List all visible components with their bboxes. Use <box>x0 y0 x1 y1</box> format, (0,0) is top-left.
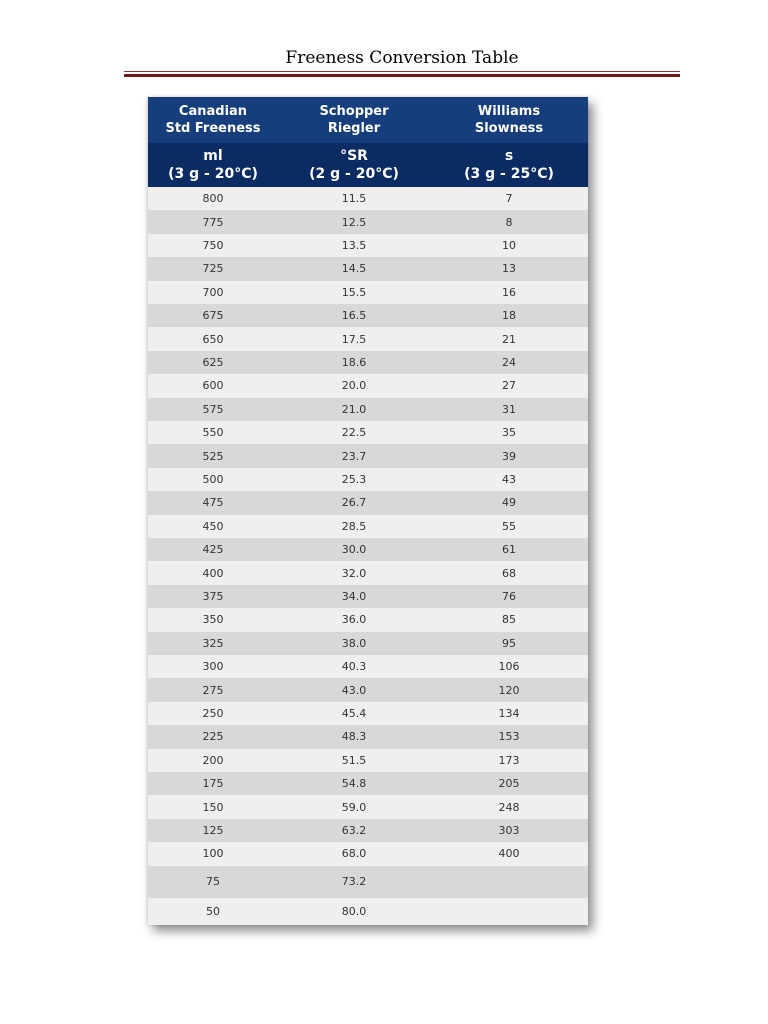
cell-schopper-riegler: 51.5 <box>341 753 367 767</box>
table-row <box>148 702 588 725</box>
cell-schopper-riegler: 48.3 <box>341 730 367 744</box>
cell-williams-slowness: 31 <box>502 402 516 416</box>
cell-csf-ml: 250 <box>202 706 224 720</box>
table-row <box>148 234 588 257</box>
cell-csf-ml: 75 <box>206 875 220 889</box>
title-rule-thick <box>124 74 680 77</box>
cell-schopper-riegler: 25.3 <box>341 472 367 486</box>
unit-text: °SR <box>340 148 368 164</box>
cell-csf-ml: 550 <box>202 426 224 440</box>
table-row <box>148 842 588 865</box>
cell-williams-slowness: 39 <box>502 449 516 463</box>
table-row <box>148 608 588 631</box>
cell-csf-ml: 675 <box>202 309 224 323</box>
table-row <box>148 444 588 467</box>
cell-schopper-riegler: 73.2 <box>341 875 367 889</box>
cell-csf-ml: 650 <box>202 332 224 346</box>
cell-schopper-riegler: 30.0 <box>341 543 367 557</box>
cell-schopper-riegler: 11.5 <box>341 192 367 206</box>
cell-csf-ml: 150 <box>202 800 224 814</box>
unit-text: ml <box>203 148 223 164</box>
cell-williams-slowness <box>430 898 588 925</box>
cell-csf-ml: 575 <box>202 402 224 416</box>
header-canadian-std-freeness <box>148 97 278 143</box>
cell-schopper-riegler: 15.5 <box>341 285 367 299</box>
header-text: Std Freeness <box>165 121 261 136</box>
cell-csf-ml: 600 <box>202 379 224 393</box>
cell-schopper-riegler: 36.0 <box>341 613 367 627</box>
cell-williams-slowness: 7 <box>505 192 513 206</box>
cell-csf-ml: 225 <box>202 730 224 744</box>
table-row <box>148 351 588 374</box>
header-unit-sr <box>278 143 430 187</box>
cell-csf-ml: 700 <box>202 285 224 299</box>
cell-csf-ml: 775 <box>202 215 224 229</box>
cell-williams-slowness: 95 <box>502 636 516 650</box>
table-row <box>148 795 588 818</box>
table-row <box>148 866 588 898</box>
cell-csf-ml: 525 <box>202 449 224 463</box>
cell-williams-slowness: 10 <box>502 238 516 252</box>
header-text: Slowness <box>474 121 544 136</box>
cell-csf-ml: 325 <box>202 636 224 650</box>
table-row <box>148 257 588 280</box>
table-row <box>148 772 588 795</box>
cell-williams-slowness: 400 <box>498 847 520 861</box>
table-row <box>148 725 588 748</box>
table-row <box>148 655 588 678</box>
cell-csf-ml: 300 <box>202 660 224 674</box>
cell-williams-slowness: 134 <box>498 706 520 720</box>
cell-csf-ml: 400 <box>202 566 224 580</box>
table-row <box>148 281 588 304</box>
header-unit-ml <box>148 143 278 187</box>
cell-schopper-riegler: 43.0 <box>341 683 367 697</box>
cell-williams-slowness: 8 <box>505 215 513 229</box>
cell-williams-slowness: 106 <box>498 660 520 674</box>
header-text: Canadian <box>178 104 248 119</box>
header-text: Williams <box>477 104 541 119</box>
cell-schopper-riegler: 28.5 <box>341 519 367 533</box>
cell-williams-slowness: 153 <box>498 730 520 744</box>
cell-williams-slowness: 55 <box>502 519 516 533</box>
cell-schopper-riegler: 32.0 <box>341 566 367 580</box>
table-row <box>148 538 588 561</box>
cell-williams-slowness: 120 <box>498 683 520 697</box>
table-header-names <box>148 97 588 143</box>
header-williams-slowness <box>430 97 588 143</box>
header-text: Riegler <box>327 121 381 136</box>
cell-williams-slowness: 76 <box>502 589 516 603</box>
header-unit-s <box>430 143 588 187</box>
header-text: Schopper <box>319 104 389 119</box>
cell-schopper-riegler: 40.3 <box>341 660 367 674</box>
table-row <box>148 898 588 925</box>
cell-schopper-riegler: 21.0 <box>341 402 367 416</box>
cell-williams-slowness: 13 <box>502 262 516 276</box>
cell-schopper-riegler: 80.0 <box>341 904 367 918</box>
cell-schopper-riegler: 26.7 <box>341 496 367 510</box>
cell-williams-slowness: 24 <box>502 355 516 369</box>
cell-csf-ml: 725 <box>202 262 224 276</box>
cell-williams-slowness: 205 <box>498 777 520 791</box>
table-row <box>148 421 588 444</box>
table-header-units <box>148 143 588 187</box>
document-title: Freeness Conversion Table <box>285 48 519 68</box>
cell-schopper-riegler: 54.8 <box>341 777 367 791</box>
cell-schopper-riegler: 14.5 <box>341 262 367 276</box>
table-row <box>148 515 588 538</box>
table-row <box>148 468 588 491</box>
cell-csf-ml: 475 <box>202 496 224 510</box>
condition-text: (2 g - 20°C) <box>309 166 399 182</box>
table-row <box>148 678 588 701</box>
cell-williams-slowness: 21 <box>502 332 516 346</box>
table-row <box>148 561 588 584</box>
cell-williams-slowness: 43 <box>502 472 516 486</box>
cell-williams-slowness <box>430 866 588 898</box>
cell-schopper-riegler: 22.5 <box>341 426 367 440</box>
cell-schopper-riegler: 18.6 <box>341 355 367 369</box>
cell-csf-ml: 100 <box>202 847 224 861</box>
table-row <box>148 304 588 327</box>
cell-schopper-riegler: 59.0 <box>341 800 367 814</box>
table-row <box>148 585 588 608</box>
table-row <box>148 491 588 514</box>
table-row <box>148 210 588 233</box>
conversion-table <box>148 97 588 925</box>
cell-schopper-riegler: 34.0 <box>341 589 367 603</box>
condition-text: (3 g - 25°C) <box>464 166 554 182</box>
cell-csf-ml: 50 <box>206 904 220 918</box>
cell-williams-slowness: 18 <box>502 309 516 323</box>
cell-schopper-riegler: 38.0 <box>341 636 367 650</box>
table-row <box>148 327 588 350</box>
cell-csf-ml: 375 <box>202 589 224 603</box>
cell-williams-slowness: 27 <box>502 379 516 393</box>
table-row <box>148 374 588 397</box>
cell-schopper-riegler: 63.2 <box>341 823 367 837</box>
cell-csf-ml: 175 <box>202 777 224 791</box>
cell-csf-ml: 800 <box>202 192 224 206</box>
cell-schopper-riegler: 45.4 <box>341 706 367 720</box>
cell-csf-ml: 625 <box>202 355 224 369</box>
cell-williams-slowness: 35 <box>502 426 516 440</box>
cell-csf-ml: 125 <box>202 823 224 837</box>
cell-schopper-riegler: 68.0 <box>341 847 367 861</box>
cell-williams-slowness: 85 <box>502 613 516 627</box>
cell-williams-slowness: 49 <box>502 496 516 510</box>
cell-williams-slowness: 248 <box>498 800 520 814</box>
unit-text: s <box>504 148 514 164</box>
cell-williams-slowness: 16 <box>502 285 516 299</box>
cell-csf-ml: 200 <box>202 753 224 767</box>
cell-williams-slowness: 61 <box>502 543 516 557</box>
cell-schopper-riegler: 16.5 <box>341 309 367 323</box>
cell-williams-slowness: 303 <box>498 823 520 837</box>
title-rule-thin <box>124 71 680 72</box>
table-row <box>148 749 588 772</box>
table-row <box>148 819 588 842</box>
cell-csf-ml: 500 <box>202 472 224 486</box>
table-row <box>148 632 588 655</box>
cell-williams-slowness: 68 <box>502 566 516 580</box>
cell-csf-ml: 350 <box>202 613 224 627</box>
cell-schopper-riegler: 17.5 <box>341 332 367 346</box>
cell-schopper-riegler: 23.7 <box>341 449 367 463</box>
cell-williams-slowness: 173 <box>498 753 520 767</box>
cell-schopper-riegler: 12.5 <box>341 215 367 229</box>
header-schopper-riegler <box>278 97 430 143</box>
table-row <box>148 187 588 210</box>
cell-csf-ml: 450 <box>202 519 224 533</box>
cell-schopper-riegler: 13.5 <box>341 238 367 252</box>
cell-csf-ml: 425 <box>202 543 224 557</box>
table-row <box>148 398 588 421</box>
cell-csf-ml: 750 <box>202 238 224 252</box>
cell-csf-ml: 275 <box>202 683 224 697</box>
cell-schopper-riegler: 20.0 <box>341 379 367 393</box>
condition-text: (3 g - 20°C) <box>168 166 258 182</box>
